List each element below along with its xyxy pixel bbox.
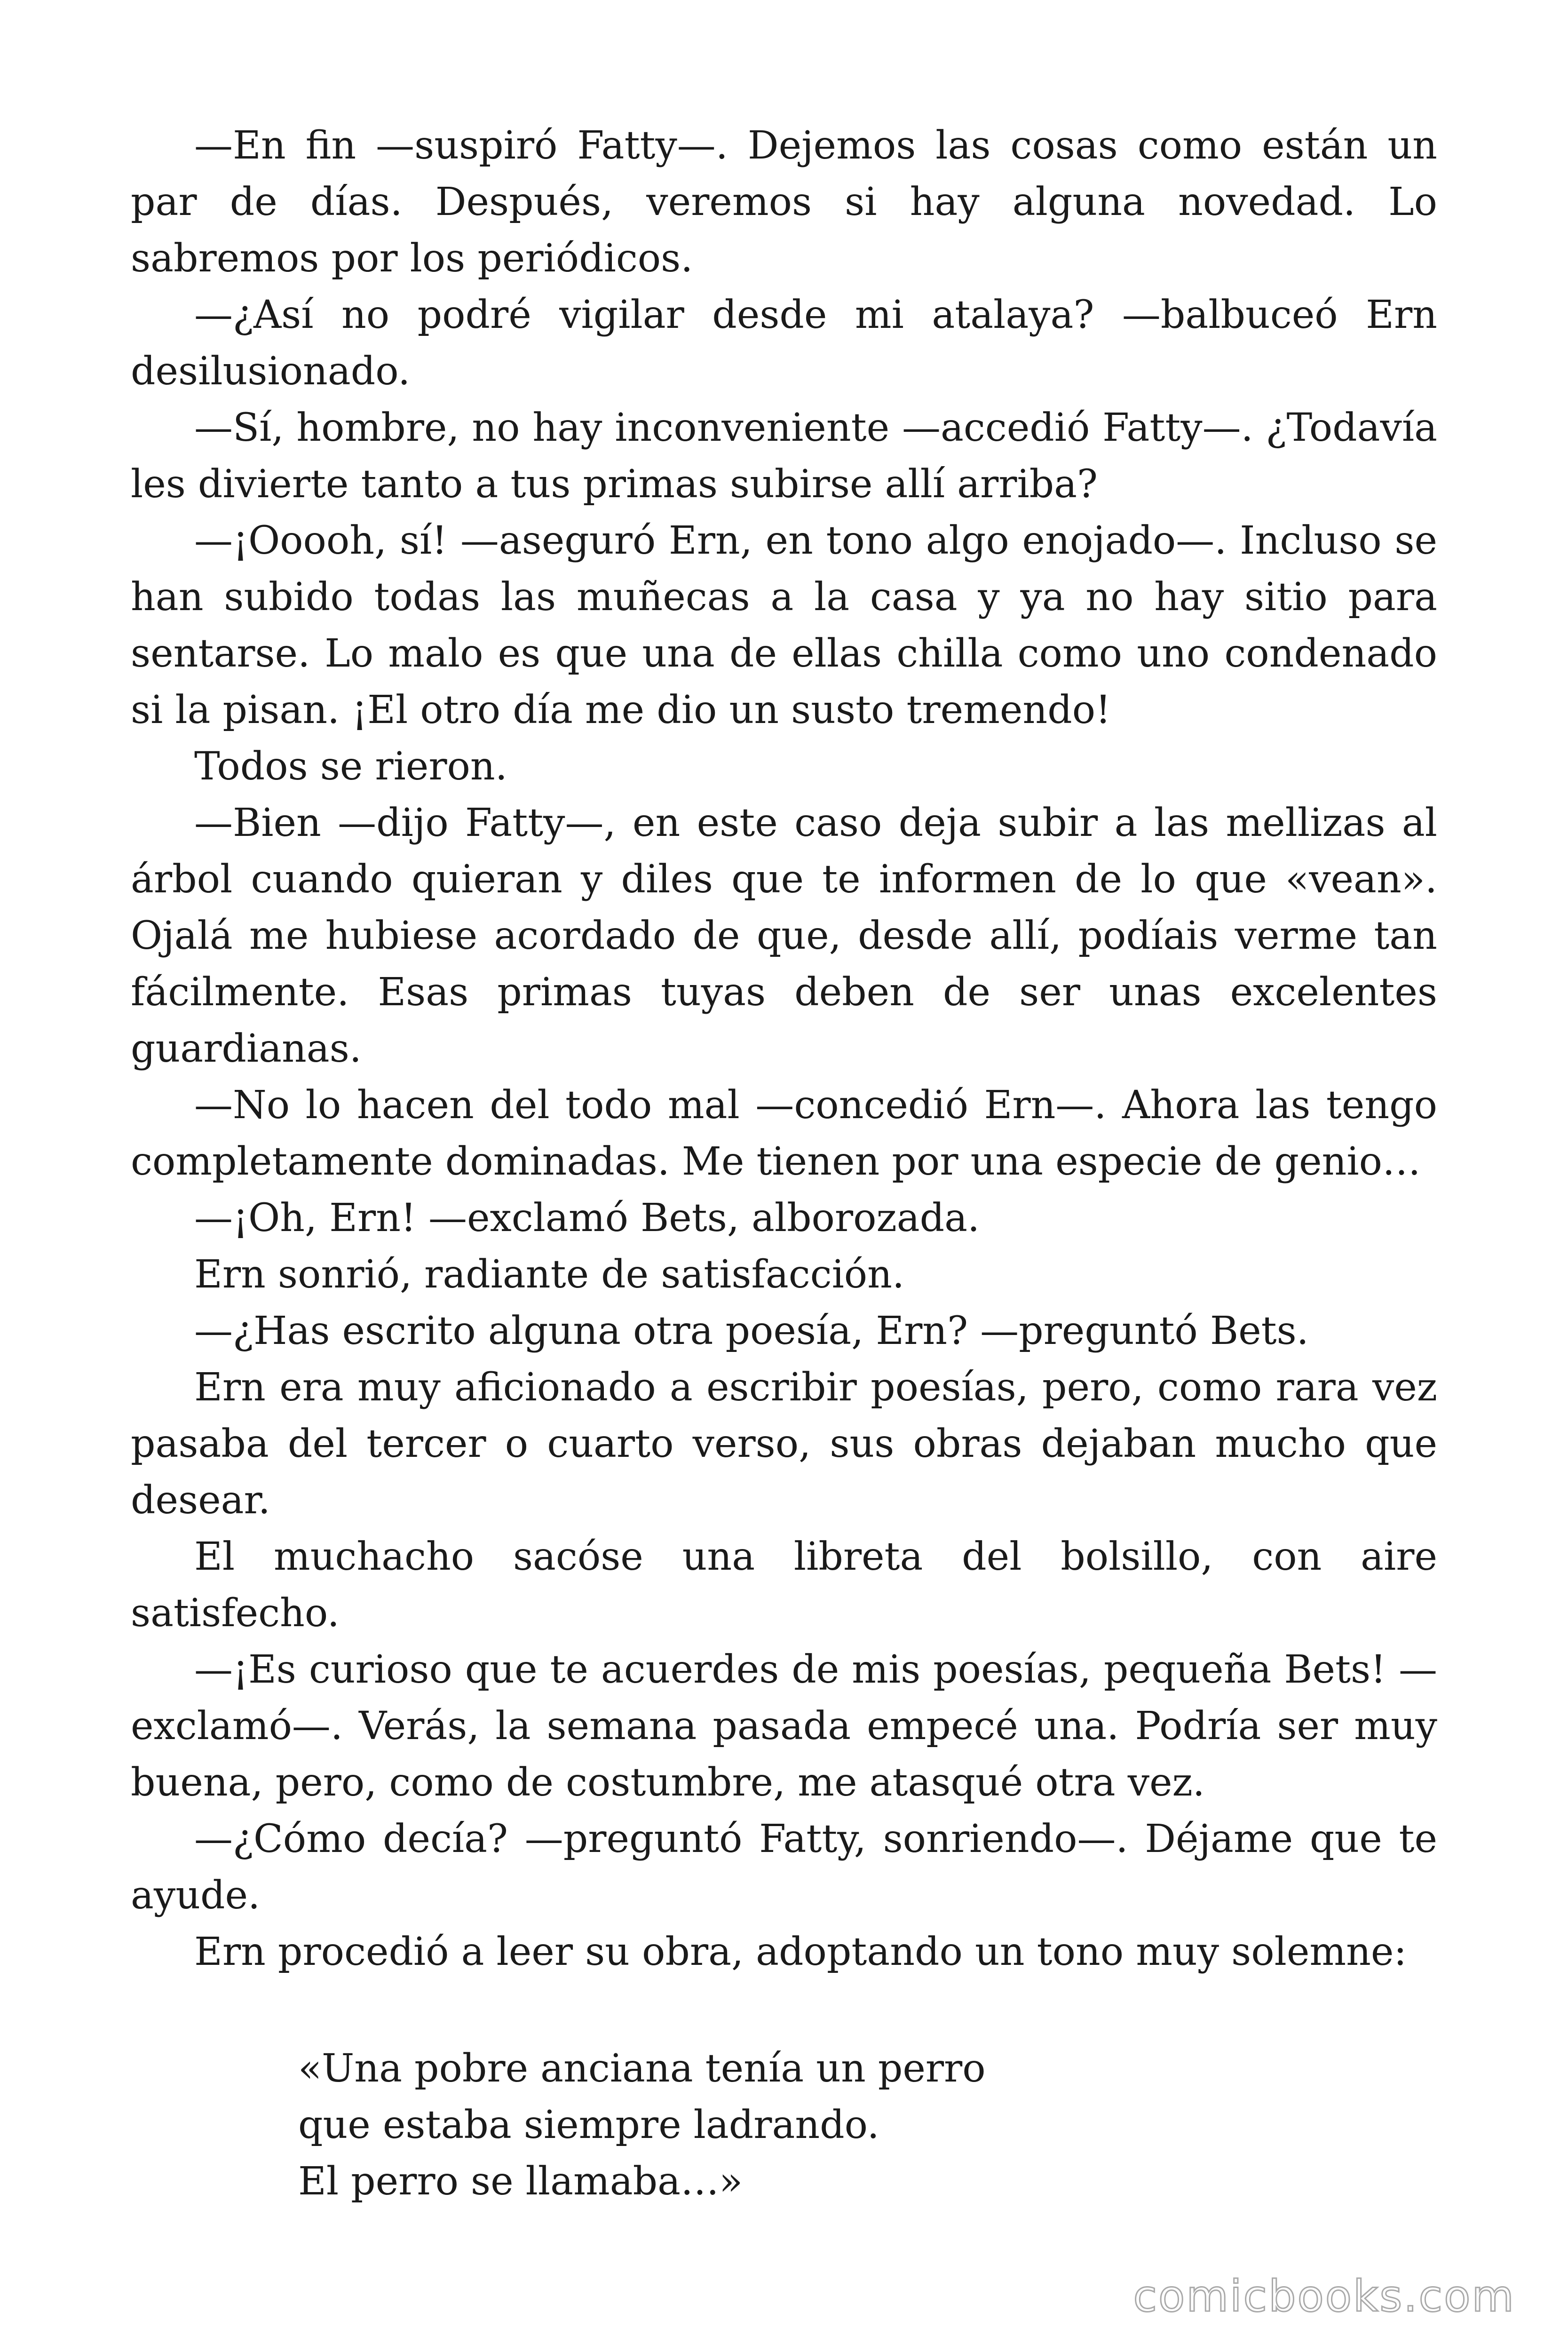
poem-line: «Una pobre anciana tenía un perro	[298, 2046, 986, 2091]
poem-line: que estaba siempre ladrando.	[298, 2103, 879, 2147]
paragraph: —¡Oh, Ern! —exclamó Bets, alborozada.	[194, 1196, 980, 1240]
poem-line: El perro se llamaba…»	[298, 2159, 743, 2204]
paragraph: —¿Cómo decía? —preguntó Fatty, sonriendo—. Déjame que te ayude.	[131, 1817, 1437, 1918]
paragraph: —¿Has escrito alguna otra poesía, Ern? —preguntó Bets.	[194, 1309, 1309, 1353]
paragraph: —Sí, hombre, no hay inconveniente —accedió Fatty—. ¿Todavía les divierte tanto a tus primas subirse allí arriba?	[131, 405, 1437, 507]
paragraph: Todos se rieron.	[194, 744, 507, 789]
paragraph: Ern procedió a leer su obra, adoptando un tono muy solemne:	[194, 1930, 1407, 1974]
book-page	[131, 118, 1437, 2210]
paragraph: —No lo hacen del todo mal —concedió Ern—. Ahora las tengo completamente dominadas. Me tienen por una especie de genio…	[131, 1083, 1437, 1184]
paragraph: Ern sonrió, radiante de satisfacción.	[194, 1252, 905, 1297]
paragraph: —¿Así no podré vigilar desde mi atalaya? —balbuceó Ern desilusionado.	[131, 293, 1437, 394]
paragraph: Ern era muy aficionado a escribir poesías, pero, como rara vez pasaba del tercer o cuarto verso, sus obras dejaban mucho que desear.	[131, 1365, 1437, 1523]
paragraph: —Bien —dijo Fatty—, en este caso deja subir a las mellizas al árbol cuando quieran y diles que te informen de lo que «vean». Ojalá me hubiese acordado de que, desde allí, podíais verme tan fácilmente. Esas primas tuyas deben de ser unas excelentes guardianas.	[131, 801, 1437, 1071]
paragraph: —¡Es curioso que te acuerdes de mis poesías, pequeña Bets! —exclamó—. Verás, la semana pasada empecé una. Podría ser muy buena, pero, como de costumbre, me atasqué otra vez.	[131, 1647, 1437, 1805]
paragraph: —En fin —suspiró Fatty—. Dejemos las cosas como están un par de días. Después, veremos si hay alguna novedad. Lo sabremos por los periódicos.	[131, 123, 1437, 281]
poem-block	[131, 2041, 1437, 2210]
paragraph: El muchacho sacóse una libreta del bolsillo, con aire satisfecho.	[131, 1534, 1437, 1636]
watermark: comicbooks.com	[1133, 2271, 1515, 2321]
paragraph: —¡Ooooh, sí! —aseguró Ern, en tono algo enojado—. Incluso se han subido todas las muñecas a la casa y ya no hay sitio para sentarse. Lo malo es que una de ellas chilla como uno condenado si la pisan. ¡El otro día me dio un susto tremendo!	[131, 518, 1437, 732]
